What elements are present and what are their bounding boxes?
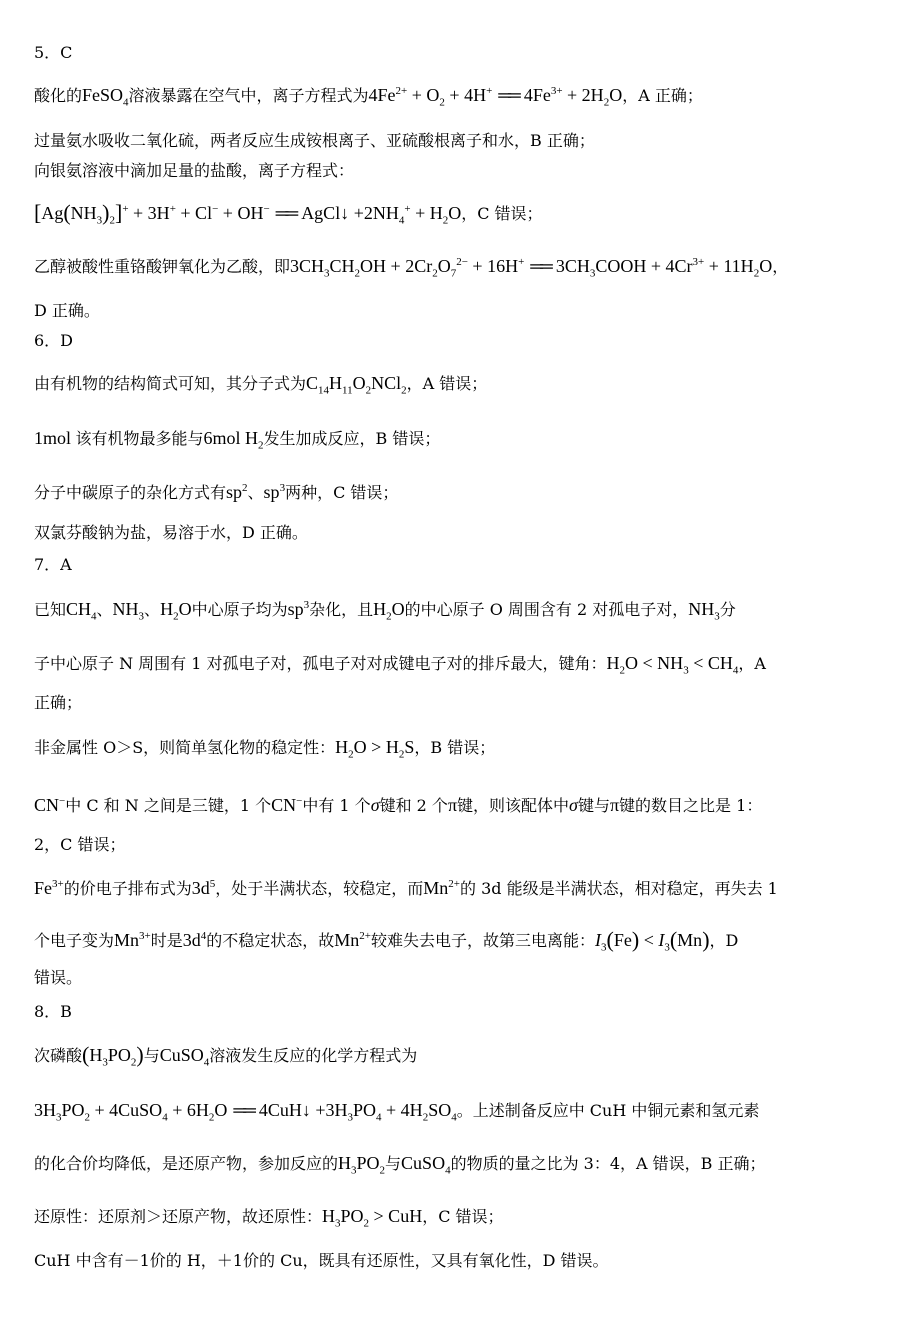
q6-line-2: 1mol 该有机物最多能与6mol $H_2$发生加成反应，B 错误； <box>34 428 441 452</box>
q7-line-8: 个电子变为$Mn^{3+}$时是$3d^4$的不稳定状态，故$Mn^{2+}$较难失去电子，故第三电离能：$I_3(Fe) < I_3(Mn)$，D <box>34 927 739 954</box>
q8-line-5: CuH 中含有－1价的 H，＋1价的 Cu，既具有还原性，又具有氧化性，D 错误。 <box>34 1251 609 1270</box>
q6-line-1: 由有机物的结构简式可知，其分子式为$C_{14}H_{11}O_2NCl_2$，A 错误； <box>34 373 488 397</box>
q5-line-1: 酸化的FeSO$_4$溶液暴露在空气中，离子方程式为$4Fe^{2+} + O_2 + 4H^+$ ══ $4Fe^{3+} + 2H_2O$，A 正确； <box>34 85 703 109</box>
q6-line-4: 双氯芬酸钠为盐，易溶于水，D 正确。 <box>34 523 308 542</box>
q7-line-6: 2，C 错误； <box>34 835 126 854</box>
q7-line-5: CN−中 C 和 N 之间是三键，1 个CN−中有 1 个σ键和 2 个π键，则该配体中σ键与π键的数目之比是 1： <box>34 795 763 815</box>
q7-head: 7．A <box>34 555 72 574</box>
q7-line-3: 正确； <box>34 693 83 712</box>
q5-line-4: $[Ag(NH_3)_2]^+ + 3H^+ + Cl^- + OH^-$ ══ AgCl↓ $+2NH_4^+ + H_2O$，C 错误； <box>34 200 543 227</box>
q8-head: 8．B <box>34 1002 72 1021</box>
q7-line-1: 已知$CH_4$、$NH_3$、$H_2O$中心原子均为$sp^3$杂化，且$H_2O$的中心原子 O 周围含有 2 对孤电子对，$NH_3$分 <box>34 599 736 623</box>
q8-line-2: $3H_3PO_2$ + 4CuSO$_4$ + $6H_2O$ ══ 4CuH↓ $+3H_3PO_4 + 4H_2SO_4$。上述制备反应中 CuH 中铜元素和氢元素 <box>34 1100 760 1124</box>
q5-line-5: 乙醇被酸性重铬酸钾氧化为乙酸，即$3CH_3CH_2OH + 2Cr_2O_7^{2-} + 16H^+$ ══ $3CH_3COOH + 4Cr^{3+} + 11H_2O$， <box>34 256 789 280</box>
q6-line-3: 分子中碳原子的杂化方式有$sp^2$、$sp^3$两种，C 错误； <box>34 482 399 502</box>
q8-line-3: 的化合价均降低，是还原产物，参加反应的$H_3PO_2$与CuSO$_4$的物质的量之比为 3：4，A 错误，B 正确； <box>34 1153 766 1177</box>
q7-line-7: $Fe^{3+}$的价电子排布式为$3d^5$，处于半满状态，较稳定，而$Mn^{2+}$的 3d 能级是半满状态，相对稳定，再失去 1 <box>34 878 778 898</box>
q7-line-9: 错误。 <box>34 968 83 987</box>
q6-head: 6．D <box>34 331 74 350</box>
q8-line-1: 次磷酸$(H_3PO_2)$与CuSO$_4$溶液发生反应的化学方程式为 <box>34 1042 418 1069</box>
q7-line-4: 非金属性 O＞S，则简单氢化物的稳定性：$H_2O > H_2S$，B 错误； <box>34 737 496 761</box>
q8-line-4: 还原性：还原剂＞还原产物，故还原性：$H_3PO_2$ > CuH，C 错误； <box>34 1206 504 1230</box>
q5-line-3: 向银氨溶液中滴加足量的盐酸，离子方程式： <box>34 161 355 180</box>
q7-line-2: 子中心原子 N 周围有 1 对孤电子对，孤电子对对成键电子对的排斥最大，键角：$H_2O < NH_3 < CH_4$，A <box>34 653 766 677</box>
q5-line-6: D 正确。 <box>34 301 100 320</box>
q5-line-2: 过量氨水吸收二氧化硫，两者反应生成铵根离子、亚硫酸根离子和水，B 正确； <box>34 131 595 150</box>
q5-head: 5．C <box>34 43 73 62</box>
